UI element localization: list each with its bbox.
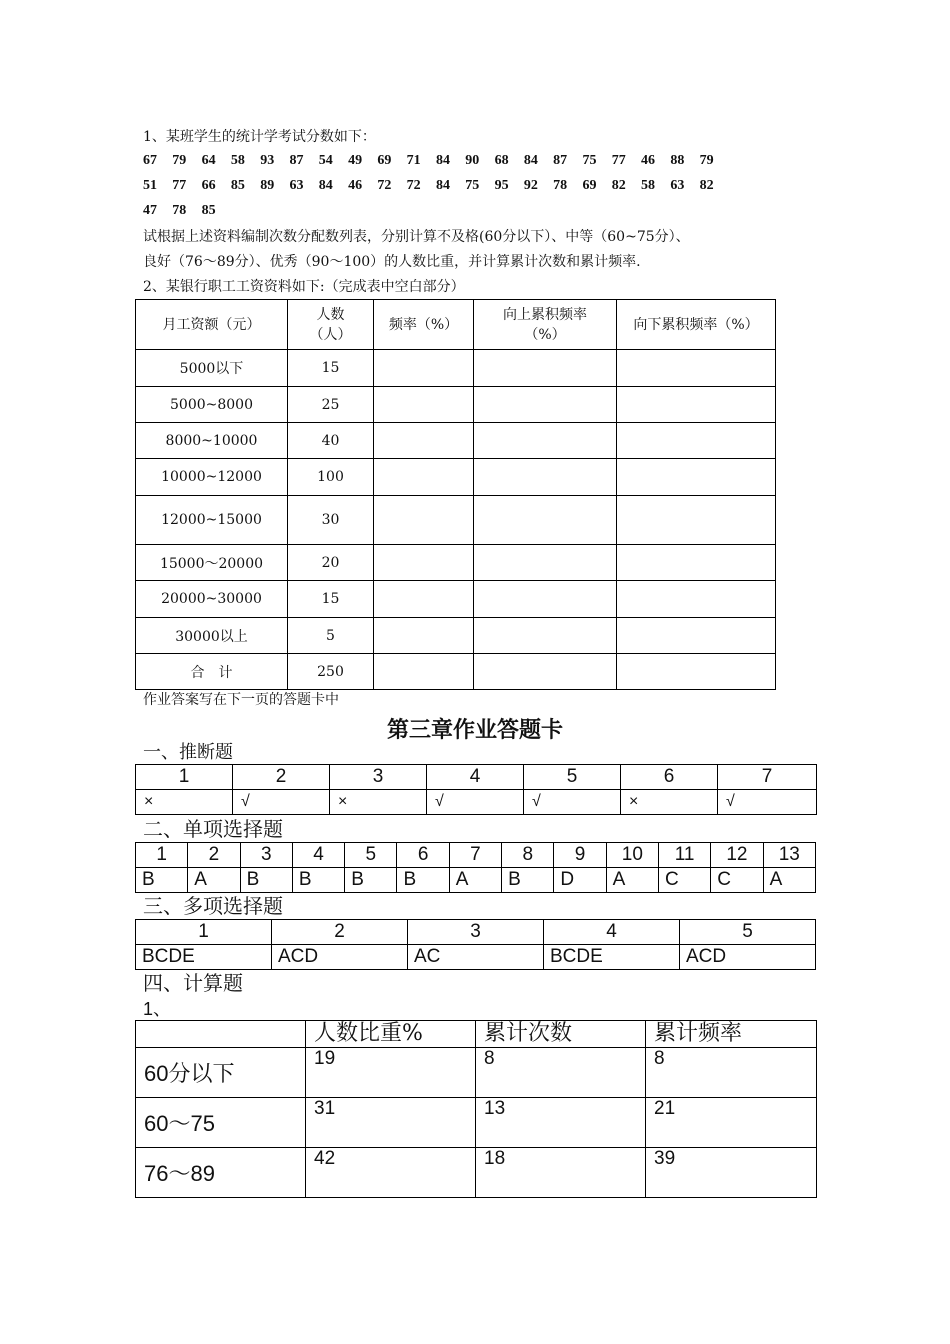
- score: 88: [670, 153, 685, 168]
- question-number: 6: [621, 765, 718, 790]
- table-row: [136, 1148, 817, 1198]
- question-number: 5: [680, 920, 816, 945]
- blank-cell: [617, 618, 776, 654]
- count-cell: 15: [288, 350, 374, 387]
- value-cell: 39: [646, 1148, 817, 1198]
- table-row: [136, 618, 776, 654]
- score: 69: [582, 178, 597, 193]
- answer-cell: A: [449, 868, 501, 893]
- question-number: 7: [718, 765, 817, 790]
- value-cell: 21: [646, 1098, 817, 1148]
- score: 87: [553, 153, 568, 168]
- count-cell: 30: [288, 496, 374, 545]
- salary-range-cell: 5000以下: [136, 350, 288, 387]
- single-number-row: [136, 843, 816, 868]
- salary-range-cell: 5000~8000: [136, 387, 288, 423]
- q2-title: 2、某银行职工工资资料如下:（完成表中空白部分）: [143, 279, 465, 295]
- count-cell: 5: [288, 618, 374, 654]
- score: 82: [611, 178, 626, 193]
- multi-answer-row: [136, 945, 816, 970]
- header-cell: 频率（%）: [374, 300, 474, 350]
- blank-cell: [374, 459, 474, 496]
- count-cell: 15: [288, 581, 374, 618]
- blank-cell: [474, 350, 617, 387]
- score: 82: [699, 178, 714, 193]
- score: 79: [699, 153, 714, 168]
- score-row-1: [143, 153, 729, 169]
- answer-cell: A: [763, 868, 815, 893]
- count-cell: 25: [288, 387, 374, 423]
- score: 90: [465, 153, 480, 168]
- salary-range-cell: 10000~12000: [136, 459, 288, 496]
- question-number: 4: [544, 920, 680, 945]
- blank-cell: [617, 545, 776, 581]
- header-cell: 向上累积频率 （%）: [474, 300, 617, 350]
- question-number: 8: [502, 843, 554, 868]
- question-number: 4: [427, 765, 524, 790]
- header-cell: 人数 （人）: [288, 300, 374, 350]
- q1-instruction-line2: 良好（76～89分）、优秀（90～100）的人数比重，并计算累计次数和累计频率.: [143, 254, 641, 270]
- score-row-3: [143, 203, 231, 219]
- answer-cell: BCDE: [544, 945, 680, 970]
- salary-table: [135, 299, 776, 690]
- question-number: 1: [136, 765, 233, 790]
- score: 78: [172, 203, 187, 218]
- score: 46: [641, 153, 656, 168]
- answer-cell: √: [524, 790, 621, 815]
- score: 77: [611, 153, 626, 168]
- answer-cell: AC: [408, 945, 544, 970]
- judge-heading: 一、推断题: [143, 742, 233, 763]
- blank-cell: [617, 496, 776, 545]
- score: 84: [523, 153, 538, 168]
- table-row: [136, 350, 776, 387]
- salary-table-header: [136, 300, 776, 350]
- answer-cell: B: [502, 868, 554, 893]
- question-number: 1: [136, 843, 188, 868]
- score: 89: [260, 178, 275, 193]
- answer-card-title: 第三章作业答题卡: [386, 718, 563, 743]
- value-cell: 13: [476, 1098, 646, 1148]
- score: 72: [377, 178, 392, 193]
- answer-cell: A: [606, 868, 658, 893]
- blank-cell: [374, 654, 474, 690]
- count-cell: 100: [288, 459, 374, 496]
- blank-cell: [474, 459, 617, 496]
- q1-title: 1、某班学生的统计学考试分数如下：: [143, 129, 376, 145]
- score: 58: [230, 153, 245, 168]
- blank-cell: [374, 387, 474, 423]
- score: 87: [289, 153, 304, 168]
- blank-cell: [374, 618, 474, 654]
- blank-cell: [617, 387, 776, 423]
- blank-cell: [474, 496, 617, 545]
- calc-heading: 四、计算题: [143, 971, 243, 995]
- header-cell: 月工资额（元）: [136, 300, 288, 350]
- answer-note: 作业答案写在下一页的答题卡中: [143, 692, 339, 708]
- score: 54: [318, 153, 333, 168]
- header-cell: 累计频率: [646, 1021, 817, 1048]
- question-number: 2: [272, 920, 408, 945]
- multi-choice-table: [135, 919, 816, 970]
- score: 85: [201, 203, 216, 218]
- header-cell: 人数比重%: [306, 1021, 476, 1048]
- table-row: [136, 1098, 817, 1148]
- score: 84: [435, 153, 450, 168]
- blank-cell: [374, 545, 474, 581]
- score: 75: [465, 178, 480, 193]
- table-row: [136, 654, 776, 690]
- salary-range-cell: 15000～20000: [136, 545, 288, 581]
- range-cell: 76～89: [136, 1148, 306, 1198]
- judge-number-row: [136, 765, 817, 790]
- multi-number-row: [136, 920, 816, 945]
- answer-cell: B: [136, 868, 188, 893]
- total-count-cell: 250: [288, 654, 374, 690]
- question-number: 3: [408, 920, 544, 945]
- range-cell: 60～75: [136, 1098, 306, 1148]
- question-number: 6: [397, 843, 449, 868]
- table-row: [136, 459, 776, 496]
- value-cell: 8: [476, 1048, 646, 1098]
- blank-cell: [617, 350, 776, 387]
- score: 66: [201, 178, 216, 193]
- blank-cell: [474, 581, 617, 618]
- blank-cell: [617, 423, 776, 459]
- answer-cell: B: [240, 868, 292, 893]
- blank-cell: [474, 654, 617, 690]
- score: 46: [348, 178, 363, 193]
- answer-cell: ×: [136, 790, 233, 815]
- blank-cell: [374, 423, 474, 459]
- table-row: [136, 1048, 817, 1098]
- answer-cell: √: [233, 790, 330, 815]
- answer-cell: B: [345, 868, 397, 893]
- q1-instruction-line1: 试根据上述资料编制次数分配数列表，分别计算不及格(60分以下）、中等（60~75分）、: [143, 229, 690, 245]
- answer-cell: C: [711, 868, 763, 893]
- blank-cell: [374, 496, 474, 545]
- table-row: [136, 496, 776, 545]
- answer-cell: B: [397, 868, 449, 893]
- score: 51: [143, 178, 157, 193]
- score: 79: [172, 153, 187, 168]
- score: 47: [143, 203, 157, 218]
- score: 84: [435, 178, 450, 193]
- question-number: 5: [345, 843, 397, 868]
- score: 68: [494, 153, 509, 168]
- answer-cell: ACD: [272, 945, 408, 970]
- range-cell: 60分以下: [136, 1048, 306, 1098]
- salary-range-cell: 12000~15000: [136, 496, 288, 545]
- score: 77: [172, 178, 187, 193]
- question-number: 4: [292, 843, 344, 868]
- score: 72: [406, 178, 421, 193]
- single-choice-heading: 二、单项选择题: [143, 817, 283, 841]
- question-number: 10: [606, 843, 658, 868]
- answer-cell: C: [658, 868, 710, 893]
- table-row: [136, 581, 776, 618]
- question-number: 2: [233, 765, 330, 790]
- question-number: 3: [330, 765, 427, 790]
- blank-cell: [374, 350, 474, 387]
- score: 95: [494, 178, 509, 193]
- score: 93: [260, 153, 275, 168]
- blank-cell: [617, 654, 776, 690]
- table-row: [136, 423, 776, 459]
- score: 85: [230, 178, 245, 193]
- blank-cell: [474, 618, 617, 654]
- answer-cell: BCDE: [136, 945, 272, 970]
- answer-cell: A: [188, 868, 240, 893]
- answer-cell: D: [554, 868, 606, 893]
- blank-cell: [374, 581, 474, 618]
- calc-header-row: [136, 1021, 817, 1048]
- header-cell: 向下累积频率（%）: [617, 300, 776, 350]
- score: 69: [377, 153, 392, 168]
- value-cell: 18: [476, 1148, 646, 1198]
- table-row: [136, 545, 776, 581]
- salary-range-cell: 8000~10000: [136, 423, 288, 459]
- score: 92: [523, 178, 538, 193]
- question-number: 7: [449, 843, 501, 868]
- total-label-cell: 合 计: [136, 654, 288, 690]
- value-cell: 8: [646, 1048, 817, 1098]
- question-number: 11: [658, 843, 710, 868]
- score: 75: [582, 153, 597, 168]
- score-row-2: [143, 178, 729, 194]
- answer-cell: ACD: [680, 945, 816, 970]
- question-number: 9: [554, 843, 606, 868]
- score: 63: [670, 178, 685, 193]
- header-cell: 累计次数: [476, 1021, 646, 1048]
- answer-cell: ×: [330, 790, 427, 815]
- count-cell: 40: [288, 423, 374, 459]
- blank-cell: [474, 387, 617, 423]
- score: 64: [201, 153, 216, 168]
- value-cell: 19: [306, 1048, 476, 1098]
- blank-cell: [617, 459, 776, 496]
- blank-cell: [474, 423, 617, 459]
- salary-range-cell: 20000~30000: [136, 581, 288, 618]
- value-cell: 31: [306, 1098, 476, 1148]
- question-number: 1: [136, 920, 272, 945]
- question-number: 13: [763, 843, 815, 868]
- answer-cell: √: [718, 790, 817, 815]
- single-answer-row: [136, 868, 816, 893]
- calc-subquestion: 1、: [143, 999, 172, 1019]
- question-number: 12: [711, 843, 763, 868]
- score: 84: [318, 178, 333, 193]
- question-number: 2: [188, 843, 240, 868]
- judge-table: [135, 764, 817, 815]
- score: 67: [143, 153, 157, 168]
- score: 71: [406, 153, 421, 168]
- score: 63: [289, 178, 304, 193]
- question-number: 3: [240, 843, 292, 868]
- header-cell: [136, 1021, 306, 1048]
- single-choice-table: [135, 842, 816, 893]
- judge-answer-row: [136, 790, 817, 815]
- count-cell: 20: [288, 545, 374, 581]
- value-cell: 42: [306, 1148, 476, 1198]
- answer-cell: √: [427, 790, 524, 815]
- answer-cell: B: [292, 868, 344, 893]
- table-row: [136, 387, 776, 423]
- score: 58: [641, 178, 656, 193]
- score: 49: [348, 153, 363, 168]
- question-number: 5: [524, 765, 621, 790]
- score: 78: [553, 178, 568, 193]
- answer-cell: ×: [621, 790, 718, 815]
- blank-cell: [617, 581, 776, 618]
- blank-cell: [474, 545, 617, 581]
- salary-range-cell: 30000以上: [136, 618, 288, 654]
- calc-table: [135, 1020, 817, 1198]
- multi-choice-heading: 三、多项选择题: [143, 894, 283, 918]
